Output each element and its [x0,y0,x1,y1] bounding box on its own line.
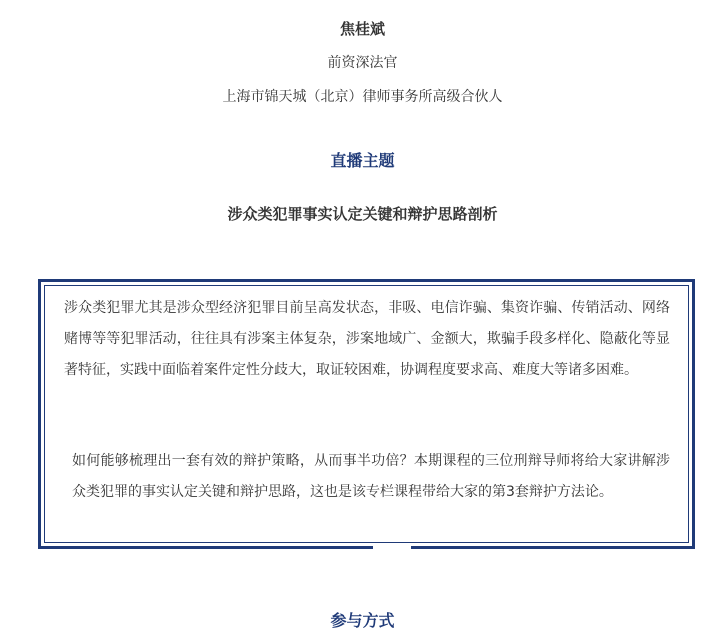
intro-frame [38,279,695,549]
speaker-title-law-firm: 上海市锦天城（北京）律师事务所高级合伙人 [222,89,503,105]
speaker-name: 焦桂斌 [339,20,385,38]
intro-paragraph-1: 涉众类犯罪尤其是涉众型经济犯罪目前呈高发状态，非吸、电信诈骗、集资诈骗、传销活动、网络赌博等等犯罪活动，往往具有涉案主体复杂，涉案地域广、金额大，欺骗手段多样化、隐蔽化等显著特征，实践中面临着案件定性分歧大，取证较困难，协调程度要求高、难度大等诸多困难。 [64,300,670,378]
intro-frame-gap-tick [369,546,373,549]
participation-heading: 参与方式 [330,611,395,630]
intro-frame-bottom-gap [369,545,411,552]
live-topic-title: 涉众类犯罪事实认定关键和辩护思路剖析 [227,205,498,223]
speaker-title-former-judge: 前资深法官 [327,55,398,71]
intro-paragraph-2: 如何能够梳理出一套有效的辩护策略，从而事半功倍？本期课程的三位刑辩导师将给大家讲解涉众类犯罪的事实认定关键和辩护思路，这也是该专栏课程带给大家的第3套辩护方法论。 [72,453,670,500]
live-topic-heading: 直播主题 [330,151,395,170]
